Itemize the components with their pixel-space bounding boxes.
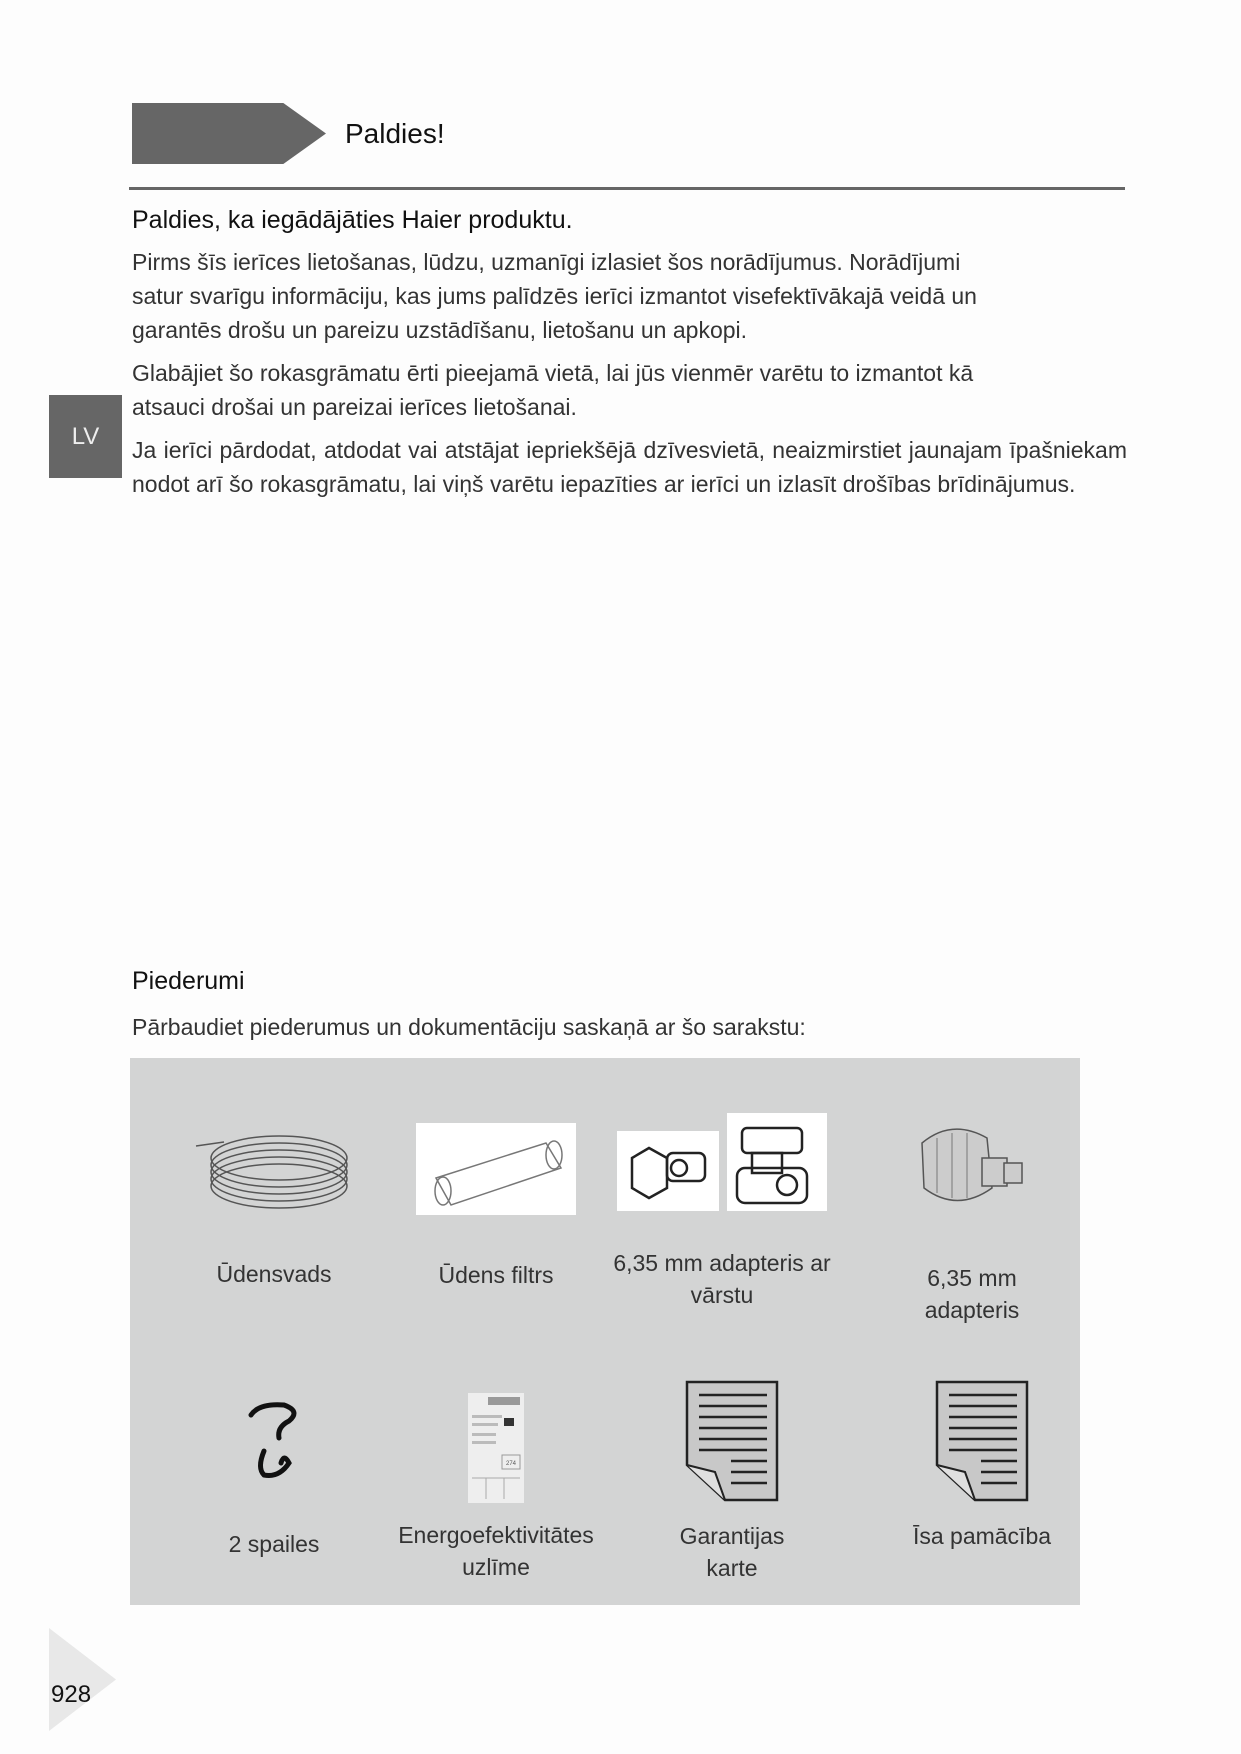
adapter-icon [912, 1118, 1032, 1218]
page-number-tab [49, 1628, 116, 1731]
water-filter-icon [416, 1123, 576, 1215]
page-title: Paldies! [345, 118, 445, 149]
intro-paragraph-1: Pirms šīs ierīces lietošanas, lūdzu, uzmanīgi izlasiet šos norādījumus. Norādījumi satur svarīgu informāciju, kas jums palīdzēs ierīci izmantot visefektīvākajā veidā un garantēs drošu un pareizu uzstādīšanu, lietošanu un apkopi. [132, 249, 977, 343]
section-arrow-marker [132, 103, 326, 164]
adapter-with-valve-icon [617, 1113, 827, 1213]
document-icon [685, 1380, 780, 1502]
intro-subheading: Paldies, ka iegādājāties Haier produktu. [132, 206, 573, 234]
intro-paragraph-2: Glabājiet šo rokasgrāmatu ērti pieejamā vietā, lai jūs vienmēr varētu to izmantot kā atsauci drošai un pareizai ierīces lietošanai. [132, 360, 974, 420]
energy-label-icon [468, 1393, 524, 1503]
accessory-label: Ūdensvads [216, 1261, 332, 1287]
document-icon [935, 1380, 1030, 1502]
intro-paragraph-3: Ja ierīci pārdodat, atdodat vai atstājat iepriekšējā dzīvesvietā, neaizmirstiet jaunajam īpašniekam nodot arī šo rokasgrāmatu, lai viņš varētu iepazīties ar ierīci un izlasīt drošības brīdinājumus. [132, 437, 1127, 497]
intro-section [132, 204, 1127, 501]
accessory-adapter-with-valve [602, 1113, 842, 1311]
accessory-label: Garantijas karte [679, 1523, 785, 1581]
accessory-warranty-card [612, 1380, 852, 1584]
accessories-title: Piederumi [132, 967, 245, 995]
accessory-label: Energoefektivitātes uzlīme [398, 1522, 594, 1580]
accessory-label: Ūdens filtrs [438, 1262, 554, 1288]
accessory-quick-guide [862, 1380, 1102, 1552]
accessory-water-pipe [154, 1118, 394, 1290]
accessory-water-filter [376, 1123, 616, 1291]
accessory-clips [154, 1383, 394, 1560]
accessories-panel [130, 1058, 1080, 1605]
accessory-energy-label [376, 1393, 616, 1583]
language-tab: LV [49, 395, 122, 478]
water-pipe-coil-icon [194, 1118, 354, 1218]
accessories-subtitle: Pārbaudiet piederumus un dokumentāciju saskaņā ar šo sarakstu: [132, 1014, 806, 1040]
clips-icon [239, 1383, 309, 1508]
accessory-label: 2 spailes [228, 1531, 320, 1557]
accessory-label: 6,35 mm adapteris [924, 1265, 1020, 1323]
accessory-label: Īsa pamācība [912, 1523, 1052, 1549]
page-number: 928 [51, 1681, 92, 1708]
energy-label-value: 274 [505, 1461, 517, 1467]
accessory-adapter [852, 1118, 1092, 1326]
divider [129, 187, 1125, 190]
accessory-label: 6,35 mm adapteris ar vārstu [613, 1250, 831, 1308]
